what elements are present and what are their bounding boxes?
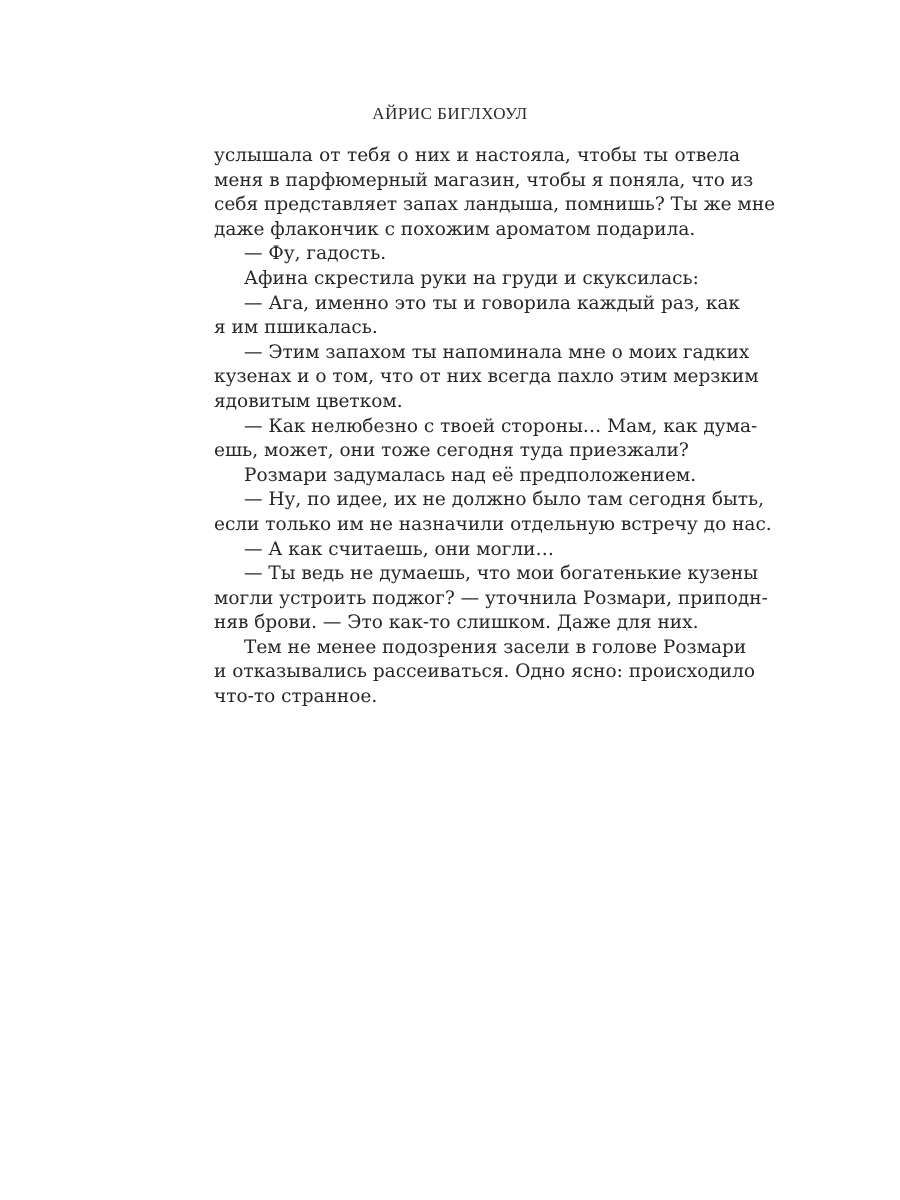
text-line: что-то странное. [214, 686, 378, 708]
text-line: ядовитым цветком. [214, 390, 403, 412]
text-line: ешь, может, они тоже сегодня туда приезжали? [214, 440, 689, 462]
text-line: кузенах и о том, что от них всегда пахло этим мерзким [214, 366, 759, 388]
text-line: услышала от тебя о них и настояла, чтобы ты отвела [214, 145, 740, 166]
text-line: — Как нелюбезно с твоей стороны… Мам, как дума- [244, 415, 758, 437]
text-line: — Ну, по идее, их не должно было там сегодня быть, [244, 489, 764, 511]
text-line: — Этим запахом ты напоминала мне о моих гадких [244, 341, 750, 363]
text-line: — Фу, гадость. [244, 243, 387, 265]
text-line: себя представляет запах ландыша, помнишь? Ты же мне [214, 194, 776, 216]
text-line: я им пшикалась. [214, 317, 378, 339]
text-line: меня в парфюмерный магазин, чтобы я поняла, что из [214, 169, 754, 191]
text-line: и отказывались рассеиваться. Одно ясно: происходило [214, 661, 755, 683]
text-line: няв брови. — Это как-то слишком. Даже для них. [214, 612, 699, 634]
body-text [214, 144, 776, 710]
text-line: могли устроить поджог? — уточнила Розмари, приподн- [214, 587, 768, 609]
text-line: — А как считаешь, они могли… [244, 538, 554, 560]
text-line: Розмари задумалась над её предположением. [244, 464, 697, 486]
text-line: — Ты ведь не думаешь, что мои богатенькие кузены [244, 563, 758, 585]
text-line: если только им не назначили отдельную встречу до нас. [214, 513, 772, 535]
text-line: Афина скрестила руки на груди и скуксилась: [244, 267, 699, 289]
text-line: — Ага, именно это ты и говорила каждый раз, как [244, 292, 740, 314]
text-line: Тем не менее подозрения засели в голове Розмари [244, 636, 747, 658]
running-head: АЙРИС БИГЛХОУЛ [372, 104, 528, 123]
text-line: даже флакончик с похожим ароматом подарила. [214, 218, 696, 240]
